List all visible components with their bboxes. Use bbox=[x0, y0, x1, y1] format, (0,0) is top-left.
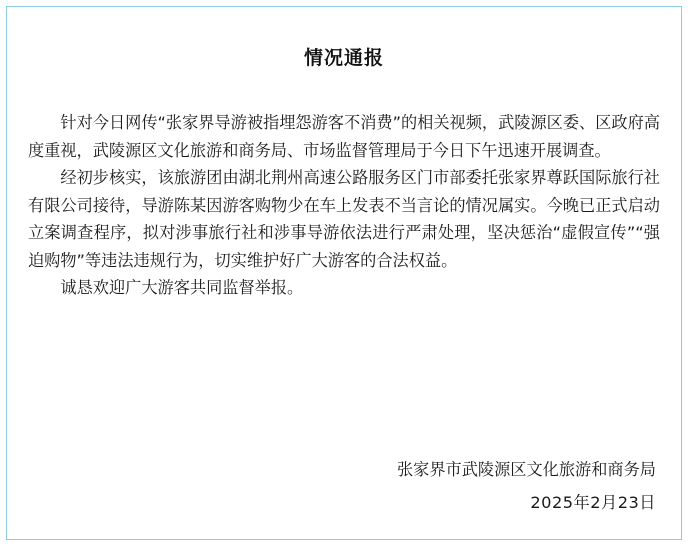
notice-paragraph-3: 诚恳欢迎广大游客共同监督举报。 bbox=[60, 278, 304, 297]
notice-document bbox=[6, 6, 682, 540]
notice-paragraph-1: 针对今日网传“张家界导游被指埋怨游客不消费”的相关视频，武陵源区委、区政府高度重视，武陵源区文化旅游和商务局、市场监督管理局于今日下午迅速开展调查。 bbox=[28, 113, 660, 160]
notice-body bbox=[28, 109, 660, 302]
notice-title: 情况通报 bbox=[303, 47, 384, 69]
notice-paragraph-2: 经初步核实，该旅游团由湖北荆州高速公路服务区门市部委托张家界尊跃国际旅行社有限公司接待，导游陈某因游客购物少在车上发表不当言论的情况属实。今晚已正式启动立案调查程序，拟对涉事旅行社和涉事导游依法进行严肃处理，坚决惩治“虚假宣传”“强迫购物”等违法违规行为，切实维护好广大游客的合法权益。 bbox=[28, 168, 660, 270]
issue-date: 2025年2月23日 bbox=[530, 493, 656, 512]
issuer-signature: 张家界市武陵源区文化旅游和商务局 bbox=[397, 460, 656, 479]
